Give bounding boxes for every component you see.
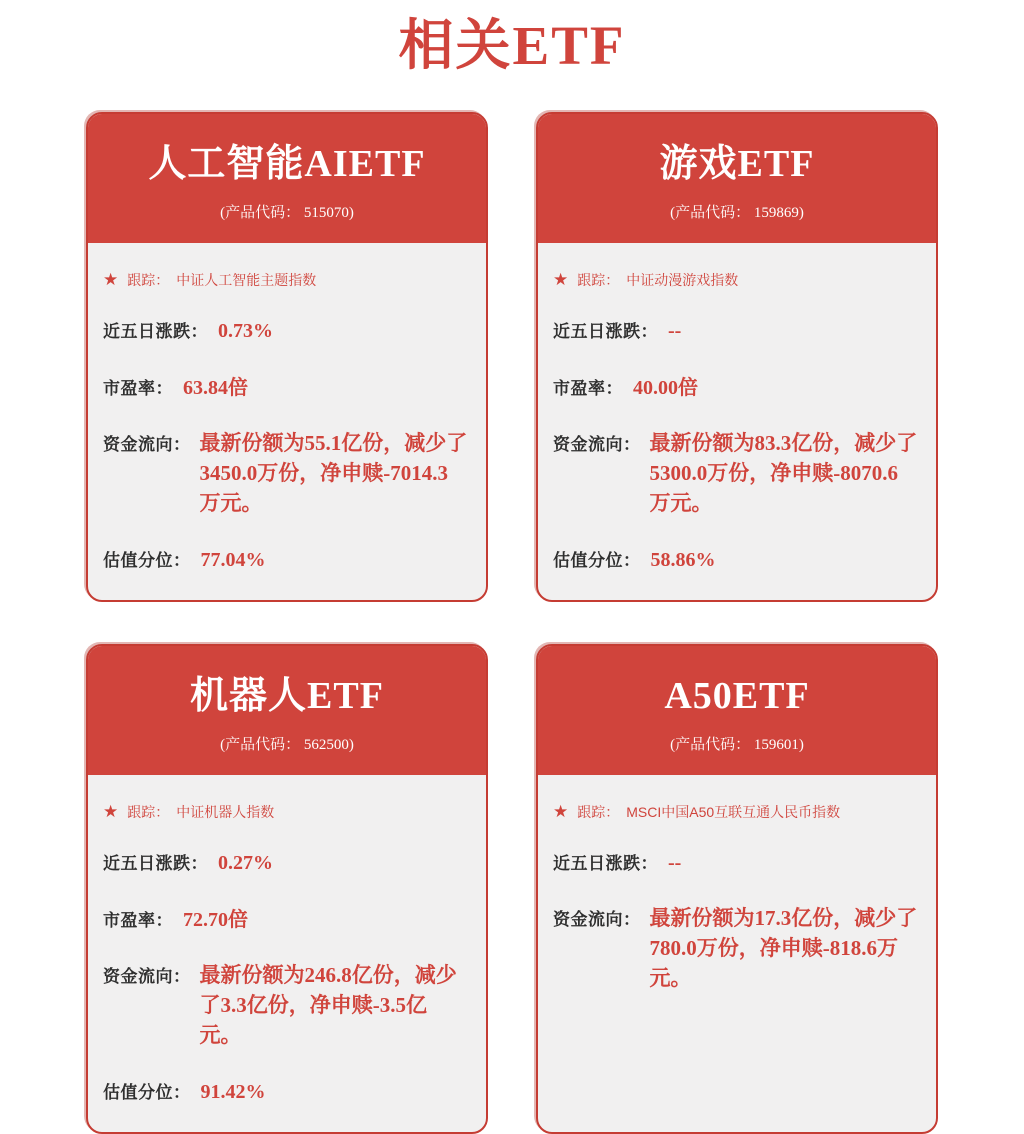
valuation-label: 估值分位： bbox=[103, 1083, 191, 1102]
valuation-row bbox=[103, 546, 468, 572]
valuation-label: 估值分位： bbox=[103, 551, 191, 570]
track-row bbox=[553, 802, 918, 822]
card-header bbox=[538, 114, 936, 243]
card-body bbox=[88, 775, 486, 1132]
code-suffix: ) bbox=[348, 737, 354, 753]
five-day-value: -- bbox=[668, 320, 682, 342]
code-value: 562500 bbox=[303, 737, 349, 753]
code-suffix: ) bbox=[798, 737, 804, 753]
five-day-row bbox=[553, 849, 918, 875]
code-value: 515070 bbox=[303, 205, 349, 221]
code-suffix: ) bbox=[798, 205, 804, 221]
five-day-value: -- bbox=[668, 852, 682, 874]
card-body bbox=[538, 243, 936, 600]
star-icon: ★ bbox=[553, 802, 569, 821]
pe-row bbox=[553, 371, 918, 400]
fund-flow-label: 资金流向： bbox=[553, 435, 641, 454]
card-body bbox=[538, 775, 936, 1132]
fund-flow-label: 资金流向： bbox=[103, 967, 191, 986]
track-row bbox=[553, 270, 918, 290]
five-day-row bbox=[103, 849, 468, 875]
etf-product-code bbox=[548, 733, 926, 754]
track-row bbox=[103, 270, 468, 290]
track-label: 跟踪： bbox=[577, 804, 620, 820]
star-icon: ★ bbox=[553, 270, 569, 289]
track-index: MSCI中国A50互联互通人民币指数 bbox=[626, 804, 841, 820]
track-index: 中证人工智能主题指数 bbox=[176, 272, 317, 288]
fund-flow-row bbox=[553, 903, 918, 993]
pe-label: 市盈率： bbox=[553, 379, 623, 398]
valuation-value: 58.86% bbox=[650, 549, 716, 571]
page-title: 相关ETF bbox=[398, 15, 626, 76]
valuation-value: 91.42% bbox=[200, 1081, 266, 1103]
five-day-label: 近五日涨跌： bbox=[103, 854, 208, 873]
track-row bbox=[103, 802, 468, 822]
star-icon: ★ bbox=[103, 270, 119, 289]
card-header bbox=[88, 114, 486, 243]
card-header bbox=[538, 646, 936, 775]
code-suffix: ) bbox=[348, 205, 354, 221]
pe-label: 市盈率： bbox=[103, 911, 173, 930]
etf-card-game bbox=[536, 112, 938, 602]
fund-flow-label: 资金流向： bbox=[553, 910, 641, 929]
code-prefix: (产品代码： bbox=[220, 737, 304, 753]
track-index: 中证机器人指数 bbox=[176, 804, 275, 820]
five-day-row bbox=[553, 317, 918, 343]
valuation-label: 估值分位： bbox=[553, 551, 641, 570]
pe-row bbox=[103, 371, 468, 400]
pe-label: 市盈率： bbox=[103, 379, 173, 398]
etf-product-code bbox=[98, 201, 476, 222]
star-icon: ★ bbox=[103, 802, 119, 821]
fund-flow-label: 资金流向： bbox=[103, 435, 191, 454]
fund-flow-row bbox=[553, 428, 918, 518]
five-day-label: 近五日涨跌： bbox=[553, 322, 658, 341]
etf-name: 游戏ETF bbox=[659, 143, 815, 185]
card-header bbox=[88, 646, 486, 775]
valuation-value: 77.04% bbox=[200, 549, 266, 571]
etf-card-robot bbox=[86, 644, 488, 1134]
fund-flow-row bbox=[103, 428, 468, 518]
fund-flow-row bbox=[103, 960, 468, 1050]
code-value: 159869 bbox=[753, 205, 799, 221]
code-prefix: (产品代码： bbox=[670, 205, 754, 221]
card-body bbox=[88, 243, 486, 600]
fund-flow-value: 最新份额为17.3亿份，减少了780.0万份，净申赎-818.6万元。 bbox=[649, 906, 918, 990]
fund-flow-value: 最新份额为83.3亿份，减少了5300.0万份，净申赎-8070.6万元。 bbox=[649, 431, 918, 515]
etf-product-code bbox=[548, 201, 926, 222]
etf-name: 机器人ETF bbox=[190, 675, 384, 717]
pe-value: 40.00倍 bbox=[633, 377, 698, 399]
etf-card-a50 bbox=[536, 644, 938, 1134]
valuation-row bbox=[103, 1078, 468, 1104]
etf-card-aietf bbox=[86, 112, 488, 602]
five-day-row bbox=[103, 317, 468, 343]
etf-card-grid bbox=[86, 112, 938, 1134]
five-day-value: 0.73% bbox=[218, 320, 273, 342]
etf-name: A50ETF bbox=[664, 675, 810, 717]
pe-value: 72.70倍 bbox=[183, 909, 248, 931]
fund-flow-value: 最新份额为55.1亿份，减少了3450.0万份，净申赎-7014.3万元。 bbox=[199, 431, 468, 515]
track-label: 跟踪： bbox=[127, 272, 170, 288]
track-label: 跟踪： bbox=[577, 272, 620, 288]
code-value: 159601 bbox=[753, 737, 799, 753]
five-day-label: 近五日涨跌： bbox=[103, 322, 208, 341]
pe-row bbox=[103, 903, 468, 932]
pe-value: 63.84倍 bbox=[183, 377, 248, 399]
etf-name: 人工智能AIETF bbox=[148, 143, 426, 185]
etf-product-code bbox=[98, 733, 476, 754]
five-day-value: 0.27% bbox=[218, 852, 273, 874]
valuation-row bbox=[553, 546, 918, 572]
code-prefix: (产品代码： bbox=[670, 737, 754, 753]
five-day-label: 近五日涨跌： bbox=[553, 854, 658, 873]
code-prefix: (产品代码： bbox=[220, 205, 304, 221]
fund-flow-value: 最新份额为246.8亿份，减少了3.3亿份，净申赎-3.5亿元。 bbox=[199, 963, 457, 1047]
track-label: 跟踪： bbox=[127, 804, 170, 820]
track-index: 中证动漫游戏指数 bbox=[626, 272, 739, 288]
